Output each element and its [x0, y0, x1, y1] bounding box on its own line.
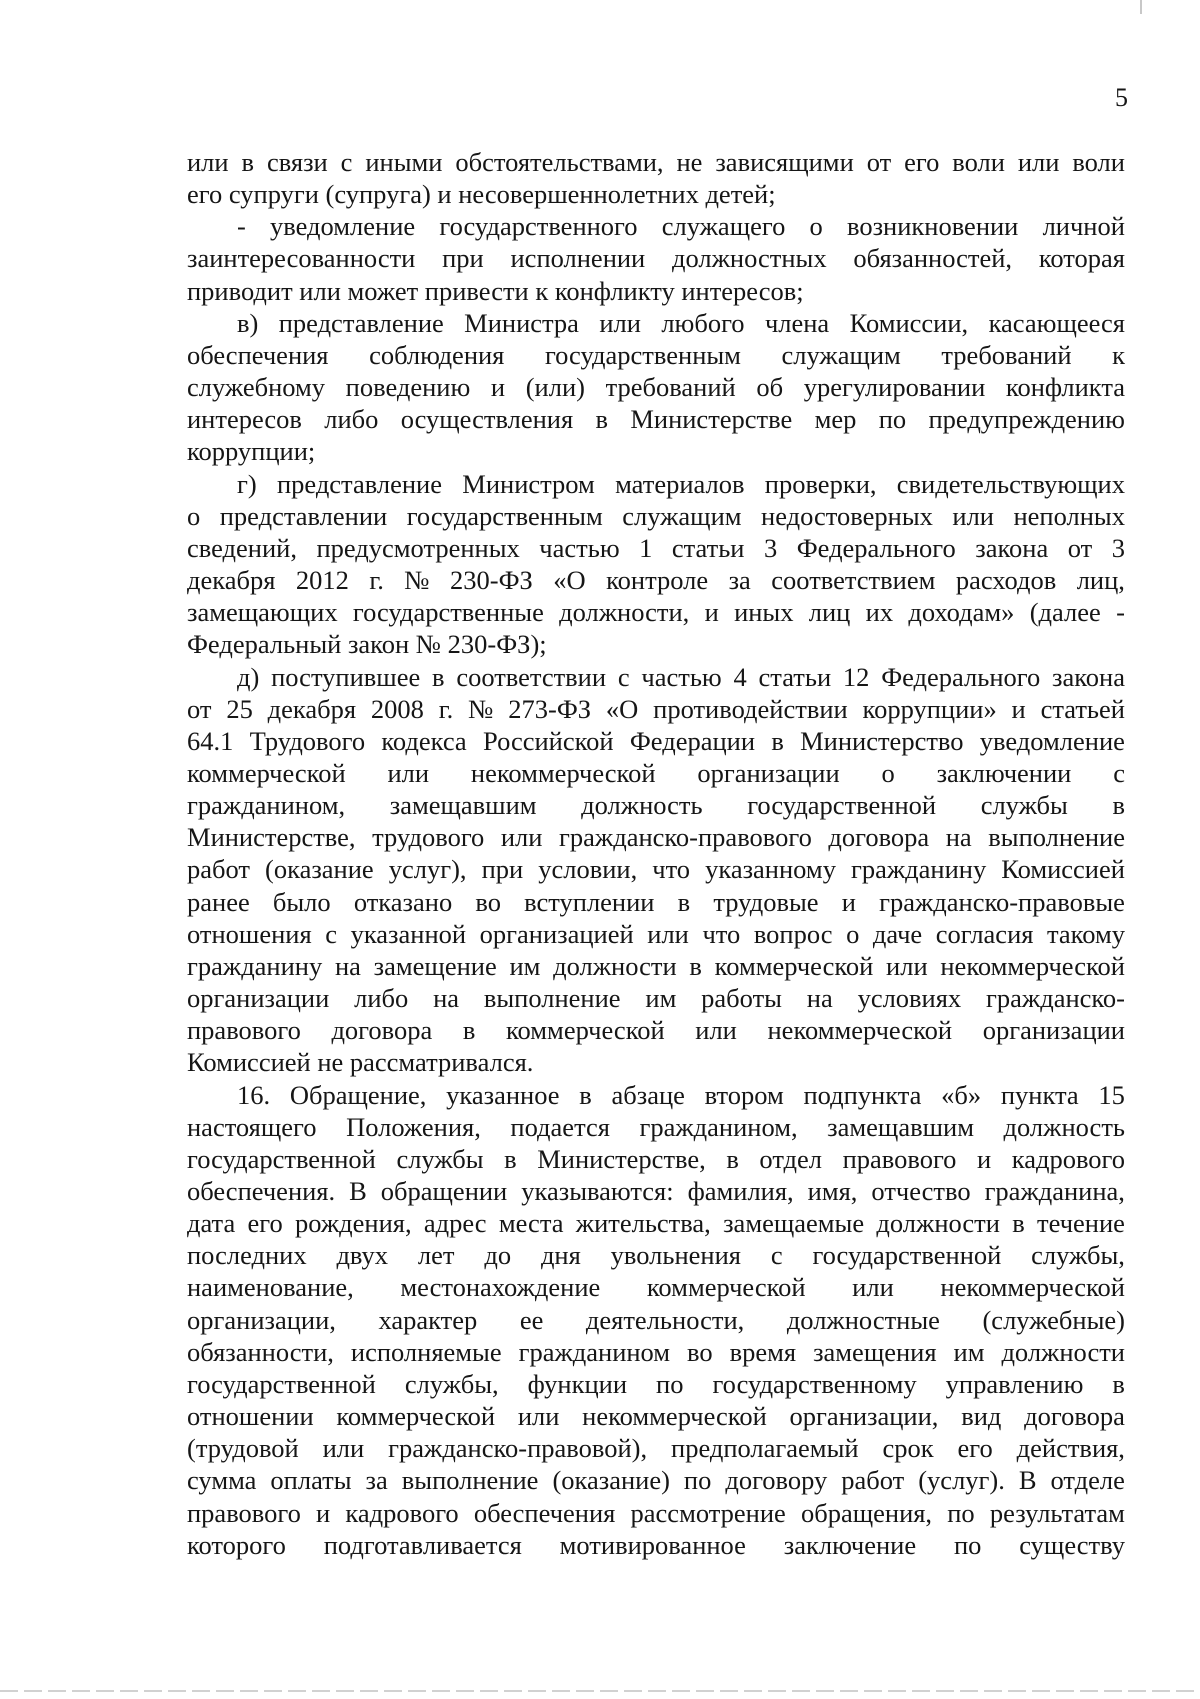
paragraph-item-g — [187, 468, 1125, 661]
text-line: замещающих государственные должности, и иных лиц их доходам» (далее - — [187, 597, 1125, 628]
text-line: государственной службы, функции по государственному управлению в — [187, 1368, 1125, 1399]
text-line: Комиссией не рассматривался. — [187, 1047, 534, 1078]
text-line: его супруги (супруга) и несовершеннолетних детей; — [187, 179, 776, 210]
text-line: отношения с указанной организацией или что вопрос о даче согласия такому — [187, 918, 1125, 949]
paragraph-16 — [187, 1079, 1125, 1561]
text-line: ранее было отказано во вступлении в трудовые и гражданско-правовые — [187, 886, 1125, 917]
text-line: г) представление Министром материалов проверки, свидетельствующих — [237, 468, 1125, 499]
page-number: 5 — [1115, 83, 1128, 112]
text-line: коммерческой или некоммерческой организации о заключении с — [187, 757, 1125, 788]
text-line: служебному поведению и (или) требований об урегулировании конфликта — [187, 372, 1125, 403]
text-line: сумма оплаты за выполнение (оказание) по договору работ (услуг). В отделе — [187, 1465, 1125, 1496]
text-line: последних двух лет до дня увольнения с государственной службы, — [187, 1240, 1125, 1271]
text-line: которого подготавливается мотивированное заключение по существу — [187, 1529, 1125, 1560]
text-line: - уведомление государственного служащего о возникновении личной — [237, 211, 1125, 242]
text-line: интересов либо осуществления в Министерстве мер по предупреждению — [187, 404, 1125, 435]
text-line: работ (оказание услуг), при условии, что указанному гражданину Комиссией — [187, 854, 1125, 885]
text-line: заинтересованности при исполнении должностных обязанностей, которая — [187, 243, 1125, 274]
text-line: обеспечения. В обращении указываются: фамилия, имя, отчество гражданина, — [187, 1176, 1125, 1206]
scan-edge-mark — [1140, 0, 1142, 14]
text-line: дата его рождения, адрес места жительства, замещаемые должности в течение — [187, 1208, 1125, 1239]
text-line: Министерстве, трудового или гражданско-правового договора на выполнение — [187, 822, 1125, 853]
text-line: 64.1 Трудового кодекса Российской Федерации в Министерство уведомление — [187, 725, 1125, 756]
text-line: гражданином, замещавшим должность государственной службы в — [187, 790, 1125, 821]
paragraph-item-d — [187, 661, 1125, 1079]
text-line: отношении коммерческой или некоммерческой организации, вид договора — [187, 1401, 1125, 1432]
text-line: сведений, предусмотренных частью 1 статьи 3 Федерального закона от 3 — [187, 532, 1125, 563]
text-line: гражданину на замещение им должности в коммерческой или некоммерческой — [187, 950, 1125, 981]
text-line: (трудовой или гражданско-правовой), предполагаемый срок его действия, — [187, 1433, 1125, 1464]
scan-bottom-edge — [0, 1690, 1200, 1692]
text-line: обеспечения соблюдения государственным служащим требований к — [187, 339, 1125, 370]
text-line: обязанности, исполняемые гражданином во время замещения им должности — [187, 1336, 1125, 1367]
text-line: декабря 2012 г. № 230-ФЗ «О контроле за соответствием расходов лиц, — [187, 565, 1125, 596]
text-line: от 25 декабря 2008 г. № 273-ФЗ «О противодействии коррупции» и статьей — [187, 693, 1125, 724]
text-line: 16. Обращение, указанное в абзаце втором подпункта «б» пункта 15 — [237, 1079, 1125, 1110]
text-line: д) поступившее в соответствии с частью 4 статьи 12 Федерального закона — [237, 661, 1125, 692]
paragraph-continuation — [187, 146, 1125, 210]
text-line: приводит или может привести к конфликту интересов; — [187, 275, 804, 306]
text-line: правового и кадрового обеспечения рассмотрение обращения, по результатам — [187, 1497, 1125, 1528]
text-line: организации либо на выполнение им работы на условиях гражданско- — [187, 983, 1125, 1014]
text-line: Федеральный закон № 230-ФЗ); — [187, 629, 547, 660]
text-line: о представлении государственным служащим недостоверных или неполных — [187, 500, 1125, 531]
text-line: наименование, местонахождение коммерческой или некоммерческой — [187, 1272, 1125, 1303]
text-line: настоящего Положения, подается гражданином, замещавшим должность — [187, 1111, 1125, 1142]
paragraph-item-v — [187, 307, 1125, 468]
text-line: в) представление Министра или любого члена Комиссии, касающееся — [237, 307, 1125, 338]
text-line: правового договора в коммерческой или некоммерческой организации — [187, 1015, 1125, 1046]
text-line: коррупции; — [187, 436, 316, 467]
text-line: или в связи с иными обстоятельствами, не зависящими от его воли или воли — [187, 147, 1125, 177]
document-body — [187, 146, 1125, 1561]
text-line: организации, характер ее деятельности, должностные (служебные) — [187, 1304, 1125, 1335]
paragraph-notification — [187, 210, 1125, 306]
text-line: государственной службы в Министерстве, в отдел правового и кадрового — [187, 1143, 1125, 1174]
